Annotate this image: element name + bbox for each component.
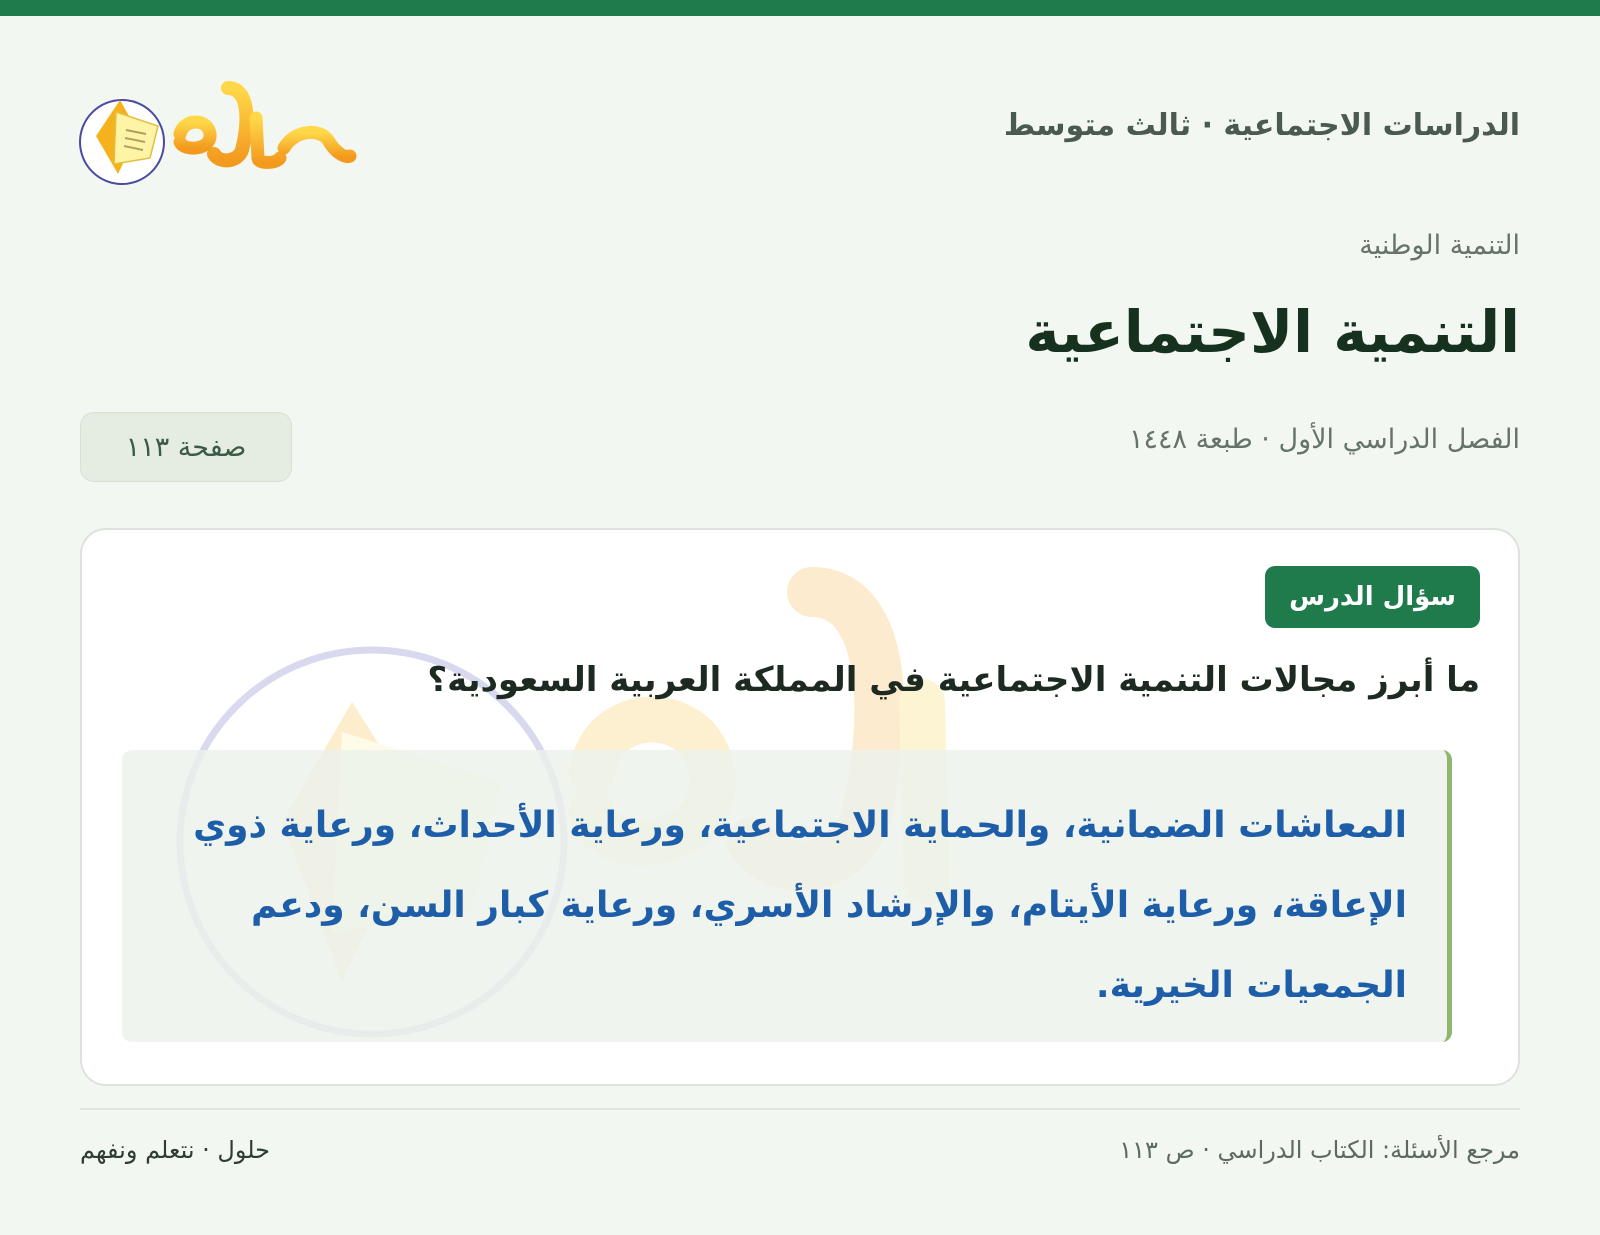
question-text: ما أبرز مجالات التنمية الاجتماعية في المملكة العربية السعودية؟ bbox=[427, 660, 1480, 700]
unit-name: التنمية الوطنية bbox=[1359, 230, 1520, 261]
lesson-question-tag: سؤال الدرس bbox=[1265, 566, 1480, 628]
question-card bbox=[80, 528, 1520, 1086]
lesson-title: التنمية الاجتماعية bbox=[1025, 298, 1520, 366]
top-accent-bar bbox=[0, 0, 1600, 16]
footer-divider bbox=[80, 1108, 1520, 1110]
page-number-badge: صفحة ١١٣ bbox=[80, 412, 292, 482]
logo-text: حلول bbox=[77, 78, 80, 79]
footer-brand: حلول · نتعلم ونفهم bbox=[80, 1136, 270, 1164]
hulul-logo[interactable] bbox=[77, 78, 360, 188]
answer-text: المعاشات الضمانية، والحماية الاجتماعية، ورعاية الأحداث، ورعاية ذوي الإعاقة، ورعاية الأيتام، والإرشاد الأسري، ورعاية كبار السن، ودعم الجمعيات الخيرية. bbox=[193, 805, 1407, 1006]
lesson-meta: الفصل الدراسي الأول · طبعة ١٤٤٨ bbox=[1128, 424, 1520, 455]
page bbox=[77, 16, 1520, 1235]
footer-reference: مرجع الأسئلة: الكتاب الدراسي · ص ١١٣ bbox=[1119, 1136, 1520, 1164]
answer-box bbox=[122, 750, 1452, 1042]
header bbox=[77, 78, 1520, 178]
subject-grade: الدراسات الاجتماعية · ثالث متوسط bbox=[1003, 108, 1520, 143]
